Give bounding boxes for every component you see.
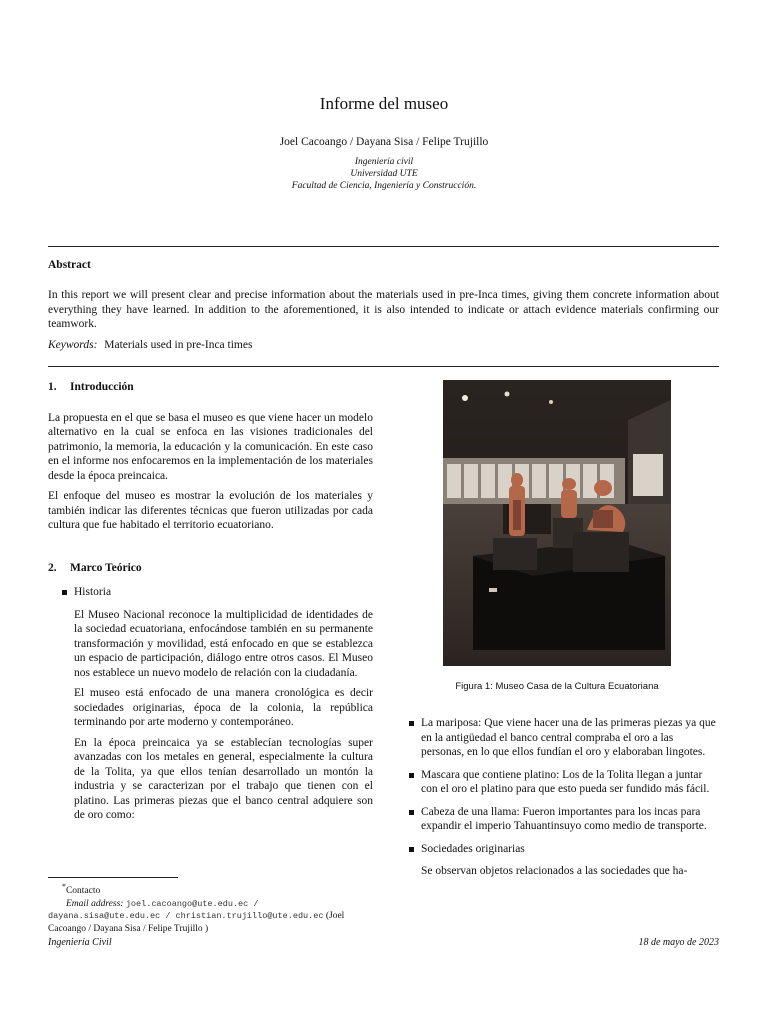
paragraph: El museo está enfocado de una manera cronológica es decir sociedades originarias, época de la colonia, la república terminando por arte moderno y contemporáneo. [74, 687, 373, 728]
affiliation-block [0, 156, 768, 192]
footnote-email-block [48, 898, 373, 936]
paragraph: Se observan objetos relacionados a las sociedades que ha- [421, 865, 688, 877]
affiliation-line: Universidad UTE [350, 169, 418, 179]
section-number: 2. [48, 561, 57, 574]
section-title: Marco Teórico [70, 561, 142, 574]
footnote-contact-label: Contacto [65, 886, 101, 897]
footnote [48, 881, 373, 935]
affiliation-line: Facultad de Ciencia, Ingeniería y Construcción. [291, 181, 477, 191]
paragraph: En la época preincaica ya se establecían tecnologías super avanzadas con los metales en general, especialmente la cultura de la Tolita, ya que ellos tenían desarrollado un montón la industria y se caracterizan por el trabajo que tienen con el platino. Las primeras piezas que el banco central adquiere son de oro como: [74, 736, 373, 821]
author-names: (Joel Cacoango / Dayana Sisa / Felipe Trujillo ) [48, 911, 345, 934]
keywords-value: Materials used in pre-Inca times [104, 339, 253, 351]
keywords-label: Keywords: [48, 339, 98, 351]
bullet-item: Historia [48, 585, 373, 600]
paragraph: La propuesta en el que se basa el museo es que viene hacer un modelo alternativo en la cual se enfoca en las visiones tradicionales del patrimonio, la memoria, la educación y la comunicación. En este caso en el informe nos enfocaremos en la implementación de los materiales desde la época preincaica. [48, 411, 373, 482]
right-column [395, 716, 719, 879]
footnote-divider [48, 877, 178, 878]
section-title: Introducción [70, 381, 134, 393]
bullet-item: Mascara que contiene platino: Los de la Tolita llegan a juntar con el oro el platino para que esto pueda ser fundido más fácil. [395, 768, 719, 797]
abstract-divider [48, 366, 719, 367]
abstract-text: In this report we will present clear and precise information about the materials used in pre-Inca times, giving them concrete information about everything they have learned. In addition to the aforementioned, it is also intended to indicate or attach evidence materials confirming our teamwork. [48, 289, 719, 330]
email-addresses: joel.cacoango@ute.edu.ec / dayana.sisa@ute.edu.ec / christian.trujillo@ute.edu.ec [48, 898, 324, 922]
museum-photo [443, 380, 671, 666]
bullet-item: Cabeza de una llama: Fueron importantes para los incas para expandir el imperio Tahuantinsuyo como medio de transporte. [395, 805, 719, 834]
footer-journal: Ingeniería Civil [48, 937, 112, 948]
museum-photo-illustration [443, 380, 671, 666]
footnote-mark: * [62, 882, 66, 891]
author-list: Joel Cacoango / Dayana Sisa / Felipe Trujillo [279, 136, 489, 148]
section-heading-introduccion [48, 380, 373, 395]
bullet-item: La mariposa: Que viene hacer una de las primeras piezas ya que en la antigüedad el banco central compraba el oro a las personas, en lo que ellos fundían el oro y elaboraban lingotes. [395, 716, 719, 760]
paragraph: El Museo Nacional reconoce la multiplicidad de identidades de la sociedad ecuatoriana, enfocándose también en su permanente transformación y movilidad, está enfocado en que se establezca un espacio de participación, diálogo entre otros casos. El Museo nos establece un nuevo modelo de relación con la ciudadanía. [74, 608, 373, 679]
top-divider [48, 246, 719, 247]
email-label: Email address: [66, 898, 124, 909]
section-heading-marco-teorico [48, 561, 373, 576]
bullet-content [48, 608, 373, 823]
paper-title: Informe del museo [319, 94, 449, 113]
affiliation-line: Ingeniería civil [354, 157, 414, 167]
abstract-heading: Abstract [48, 259, 91, 271]
keywords-line [48, 339, 252, 351]
footer-date: 18 de mayo de 2023 [638, 937, 719, 948]
section-number: 1. [48, 381, 57, 393]
left-column [48, 380, 373, 829]
figure-caption: Figura 1: Museo Casa de la Cultura Ecuatoriana [455, 681, 659, 692]
footnote-contact [48, 881, 373, 898]
bullet-item: Sociedades originarias [395, 842, 719, 857]
paragraph: El enfoque del museo es mostrar la evolución de los materiales y también indicar las diferentes técnicas que fueron utilizadas por cada cultura que fue habitado el territorio ecuatoriano. [48, 490, 373, 531]
